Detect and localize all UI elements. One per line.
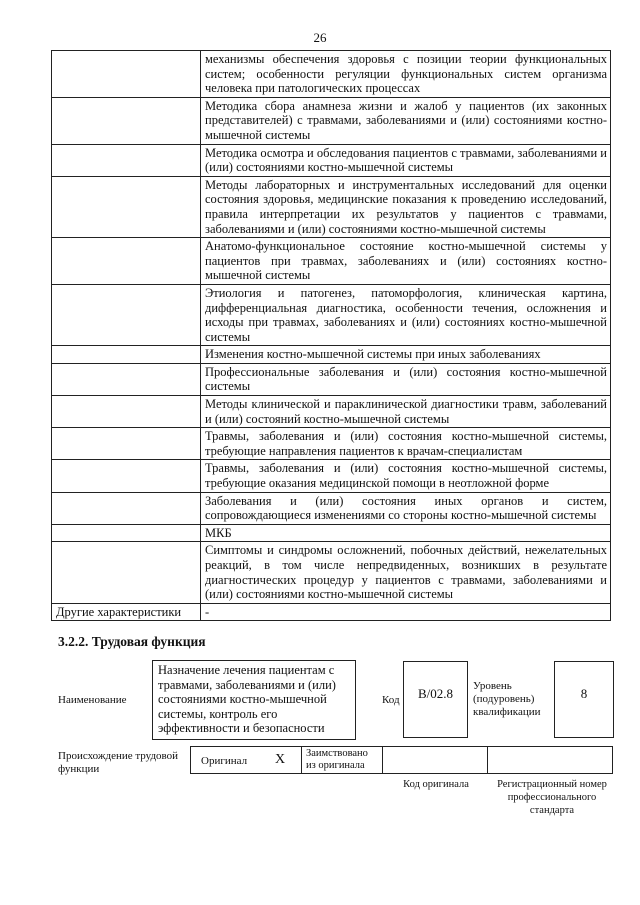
row-content-cell: Травмы, заболевания и (или) состояния костно-мышечной системы, требующие оказания медицинской помощи в неотложной форме bbox=[201, 460, 611, 492]
table-row bbox=[52, 524, 611, 542]
row-label-cell bbox=[52, 238, 201, 285]
row-content-cell: Этиология и патогенез, патоморфология, клиническая картина, дифференциальная диагностика, особенности течения, осложнения и исходы при травмах, заболеваниях и (или) состояниях костно-мышечной системы bbox=[201, 284, 611, 345]
row-content-cell: механизмы обеспечения здоровья с позиции теории функциональных систем; особенности регуляции функциональных систем организма человека при патологических процессах bbox=[201, 51, 611, 98]
table-row bbox=[52, 542, 611, 603]
row-label-cell bbox=[52, 346, 201, 364]
row-label-cell bbox=[52, 428, 201, 460]
row-content-cell: Анатомо-функциональное состояние костно-мышечной системы у пациентов при травмах, заболеваниях и (или) состояниях костно-мышечной системы bbox=[201, 238, 611, 285]
original-cell bbox=[190, 746, 302, 774]
row-content-cell: Профессиональные заболевания и (или) состояния костно-мышечной системы bbox=[201, 363, 611, 395]
row-label-cell bbox=[52, 542, 201, 603]
origin-label: Происхождение трудовой функции bbox=[58, 750, 179, 775]
row-label-cell bbox=[52, 144, 201, 176]
name-box bbox=[152, 660, 356, 740]
borrowed-cell bbox=[301, 746, 383, 774]
page-number: 26 bbox=[313, 30, 327, 45]
table-row bbox=[52, 97, 611, 144]
table-row bbox=[52, 428, 611, 460]
code-label: Код bbox=[382, 694, 400, 706]
row-label-cell bbox=[52, 363, 201, 395]
row-content-cell: Методика осмотра и обследования пациентов с травмами, заболеваниями и (или) состояниями костно-мышечной системы bbox=[201, 144, 611, 176]
table-row bbox=[52, 363, 611, 395]
row-label-cell bbox=[52, 492, 201, 524]
row-content-cell: Изменения костно-мышечной системы при иных заболеваниях bbox=[201, 346, 611, 364]
table-row bbox=[52, 284, 611, 345]
level-label: Уровень (подуровень) квалификации bbox=[473, 680, 541, 718]
table-row bbox=[52, 238, 611, 285]
table-row bbox=[52, 51, 611, 98]
name-value: Назначение лечения пациентам с травмами, заболеваниями и (или) состояниями костно-мышечной системы, контроль его эффективности и безопасности bbox=[158, 663, 336, 736]
row-content-cell: Методы лабораторных и инструментальных исследований для оценки состояния здоровья, медицинские показания к проведению исследований, правила интерпретации их результатов у пациентов с травмами, заболеваниями и (или) состояниями костно-мышечной системы bbox=[201, 176, 611, 237]
row-label-cell bbox=[52, 396, 201, 428]
row-content-cell: Заболевания и (или) состояния иных органов и систем, сопровождающиеся изменениями со стороны костно-мышечной системы bbox=[201, 492, 611, 524]
table-row bbox=[52, 346, 611, 364]
reg-number-label: Регистрационный номер профессионального стандарта bbox=[497, 779, 607, 816]
row-content-cell: - bbox=[201, 603, 611, 621]
level-box bbox=[554, 661, 614, 738]
table-row bbox=[52, 396, 611, 428]
row-content-cell: Методы клинической и параклинической диагностики травм, заболеваний и (или) состояний костно-мышечной системы bbox=[201, 396, 611, 428]
reg-number-cell bbox=[487, 746, 613, 774]
level-value: 8 bbox=[580, 686, 588, 701]
row-label-cell bbox=[52, 176, 201, 237]
row-content-cell: Травмы, заболевания и (или) состояния костно-мышечной системы, требующие направления пациентов к врачам-специалистам bbox=[201, 428, 611, 460]
borrowed-label: Заимствовано из оригинала bbox=[306, 748, 368, 771]
row-content-cell: Методика сбора анамнеза жизни и жалоб у пациентов (их законных представителей) с травмами, заболеваниями и (или) состояниями костно-мышечной системы bbox=[201, 97, 611, 144]
row-label-cell bbox=[52, 51, 201, 98]
original-mark: X bbox=[275, 752, 286, 767]
knowledge-table bbox=[51, 50, 611, 621]
origin-code-cell bbox=[382, 746, 488, 774]
row-content-cell: Симптомы и синдромы осложнений, побочных действий, нежелательных реакций, в том числе непредвиденных, возникших в результате диагностических процедур у пациентов с травмами, заболеваниями и (или) состояниями костно-мышечной системы bbox=[201, 542, 611, 603]
table-row bbox=[52, 603, 611, 621]
name-label: Наименование bbox=[58, 694, 127, 706]
table-row bbox=[52, 460, 611, 492]
code-value: B/02.8 bbox=[417, 686, 454, 701]
row-label-cell bbox=[52, 97, 201, 144]
row-label-cell bbox=[52, 284, 201, 345]
code-box bbox=[403, 661, 468, 738]
row-label-cell bbox=[52, 460, 201, 492]
row-label-cell: Другие характеристики bbox=[52, 603, 201, 621]
row-label-cell bbox=[52, 524, 201, 542]
section-title: 3.2.2. Трудовая функция bbox=[58, 634, 206, 649]
knowledge-table-body bbox=[52, 51, 611, 621]
table-row bbox=[52, 176, 611, 237]
origin-code-label: Код оригинала bbox=[403, 779, 469, 790]
table-row bbox=[52, 144, 611, 176]
table-row bbox=[52, 492, 611, 524]
row-content-cell: МКБ bbox=[201, 524, 611, 542]
original-label: Оригинал bbox=[201, 755, 248, 767]
